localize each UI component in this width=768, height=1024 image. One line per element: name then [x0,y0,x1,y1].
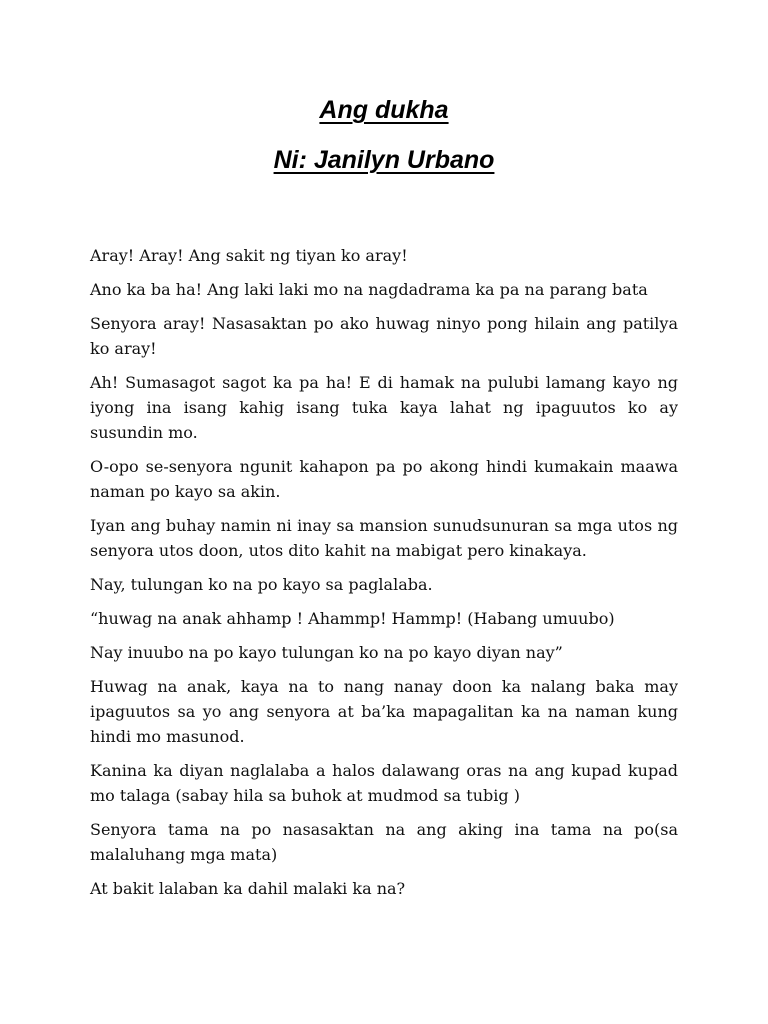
paragraph: Nay inuubo na po kayo tulungan ko na po kayo diyan nay” [90,643,563,662]
paragraph: Nay, tulungan ko na po kayo sa paglalaba. [90,575,433,594]
paragraph: Huwag na anak, kaya na to nang nanay doon ka nalang baka may ipaguutos sa yo ang senyora at ba’ka mapagalitan ka na naman kung hindi mo masunod. [90,677,678,746]
paragraph: Iyan ang buhay namin ni inay sa mansion sunudsunuran sa mga utos ng senyora utos doon, utos dito kahit na mabigat pero kinakaya. [90,516,678,560]
paragraph: “huwag na anak ahhamp ! Ahammp! Hammp! (Habang umuubo) [90,609,615,628]
paragraph: Kanina ka diyan naglalaba a halos dalawang oras na ang kupad kupad mo talaga (sabay hila sa buhok at mudmod sa tubig ) [90,761,678,805]
paragraph: At bakit lalaban ka dahil malaki ka na? [90,879,406,898]
paragraph: Ano ka ba ha! Ang laki laki mo na nagdadrama ka pa na parang bata [90,280,648,299]
paragraph: Ah! Sumasagot sagot ka pa ha! E di hamak na pulubi lamang kayo ng iyong ina isang kahig isang tuka kaya lahat ng ipaguutos ko ay susundin mo. [90,373,678,442]
paragraph: Aray! Aray! Ang sakit ng tiyan ko aray! [90,246,408,265]
paragraph: Senyora tama na po nasasaktan na ang aking ina tama na po(sa malaluhang mga mata) [90,820,678,864]
author-line: Ni: Janilyn Urbano [273,146,495,174]
document-title: Ang dukha [319,96,449,124]
paragraph: O-opo se-senyora ngunit kahapon pa po akong hindi kumakain maawa naman po kayo sa akin. [90,457,678,501]
story-body [90,243,678,910]
paragraph: Senyora aray! Nasasaktan po ako huwag ninyo pong hilain ang patilya ko aray! [90,314,678,358]
